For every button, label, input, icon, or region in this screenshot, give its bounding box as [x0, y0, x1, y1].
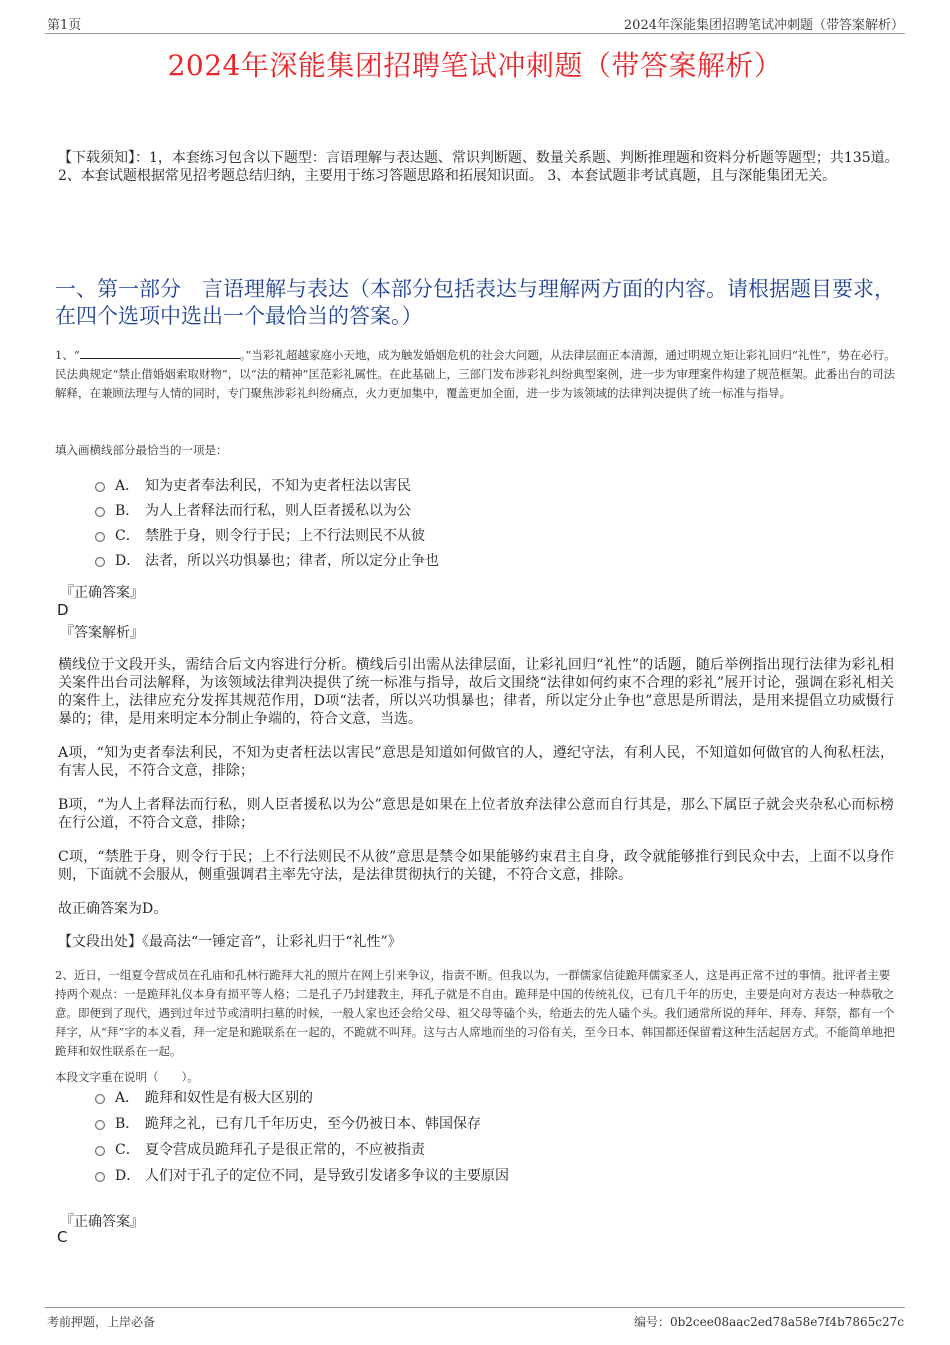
analysis-paragraph: 横线位于文段开头，需结合后文内容进行分析。横线后引出需从法律层面，让彩礼回归“礼性”的话题，随后举例指出现行法律为彩礼相关案件出台司法解释，为该领域法律判决提供了统一标准与指导，故后文围绕“法律如何约束不合理的彩礼”展开讨论，强调在彩礼相关的案件上，法律应充分发挥其规范作用，D项“法者，所以兴功惧暴也；律者，所以定分止争也”意思是所谓法，是用来提倡立功威慑行暴的；律，是用来明定本分制止争端的，符合文意，当选。: [58, 657, 894, 727]
page-number: 第1页: [47, 18, 82, 33]
option-text: 为人上者释法而行私，则人臣者援私以为公: [145, 503, 411, 519]
radio-icon[interactable]: [95, 1146, 105, 1156]
option-letter: C．: [115, 528, 140, 544]
question-1-number: 1、“: [55, 348, 80, 362]
option-letter: A．: [115, 1090, 140, 1106]
footer-slogan: 考前押题，上岸必备: [47, 1315, 156, 1329]
footer-doc-id: 编号：0b2cee08aac2ed78a58e7f4b7865c27c: [633, 1315, 904, 1329]
header-divider: [45, 33, 905, 34]
question-1-text: 。”当彩礼超越家庭小天地，成为触发婚姻危机的社会大问题，从法律层面正本清源，通过明规立矩让彩礼回归“礼性”，势在必行。民法典规定“禁止借婚姻索取财物”，以“法的精神”匡范彩礼属性。在此基础上，三部门发布涉彩礼纠纷典型案例，进一步为审理案件构建了规范框架。此番出台的司法解释，在兼顾法理与人情的同时，专门聚焦涉彩礼纠纷痛点，火力更加集中，覆盖更加全面，进一步为该领域的法律判决提供了统一标准与指导。: [55, 348, 896, 400]
analysis-paragraph: B项，“为人上者释法而行私，则人臣者援私以为公”意思是如果在上位者放弃法律公意而自行其是，那么下属臣子就会夹杂私心而标榜在行公道，不符合文意，排除；: [58, 797, 894, 831]
analysis-paragraph: A项，“知为吏者奉法利民，不知为吏者枉法以害民”意思是知道如何做官的人，遵纪守法，有利人民，不知道如何做官的人徇私枉法，有害人民，不符合文意，排除；: [58, 745, 894, 779]
radio-icon[interactable]: [95, 557, 105, 567]
radio-icon[interactable]: [95, 532, 105, 542]
answer-label: 『正确答案』: [60, 585, 144, 601]
page-title: 2024年深能集团招聘笔试冲刺题（带答案解析）: [167, 49, 783, 82]
radio-icon[interactable]: [95, 507, 105, 517]
option-text: 跪拜之礼，已有几千年历史，至今仍被日本、韩国保存: [145, 1116, 481, 1132]
analysis-label: 『答案解析』: [60, 625, 144, 641]
analysis-conclusion: 故正确答案为D。: [58, 901, 168, 917]
fill-blank-line: [80, 346, 240, 359]
radio-icon[interactable]: [95, 1172, 105, 1182]
section-title: 一、第一部分 言语理解与表达（本部分包括表达与理解两方面的内容。请根据题目要求，在四个选项中选出一个最恰当的答案。）: [55, 277, 895, 328]
header-doc-title: 2024年深能集团招聘笔试冲刺题（带答案解析）: [623, 18, 904, 33]
answer-value: D: [57, 601, 69, 619]
download-notice: 【下载须知】：1，本套练习包含以下题型：言语理解与表达题、常识判断题、数量关系题、判断推理题和资料分析题等题型；共135道。 2、本套试题根据常见招考题总结归纳，主要用于练习答题思路和拓展知识面。 3、本套试题非考试真题，且与深能集团无关。: [58, 150, 899, 184]
question-2-prompt: 本段文字重在说明（ ）。: [55, 1070, 199, 1084]
source-citation: 【文段出处】《最高法“一锤定音”，让彩礼归于“礼性”》: [58, 934, 402, 950]
question-1-stem: [55, 346, 900, 403]
option-letter: C．: [115, 1142, 140, 1158]
option-letter: B．: [115, 1116, 140, 1132]
option-letter: A．: [115, 478, 140, 494]
question-1-prompt: 填入画横线部分最恰当的一项是：: [55, 443, 228, 457]
option-text: 跪拜和奴性是有极大区别的: [145, 1090, 313, 1106]
analysis-paragraph: C项，“禁胜于身，则令行于民；上不行法则民不从彼”意思是禁令如果能够约束君主自身，政令就能够推行到民众中去，上面不以身作则，下面就不会服从，侧重强调君主率先守法，是法律贯彻执行的关键，不符合文意，排除。: [58, 849, 894, 883]
option-text: 知为吏者奉法利民，不知为吏者枉法以害民: [145, 478, 411, 494]
option-text: 禁胜于身，则令行于民；上不行法则民不从彼: [145, 528, 425, 544]
answer-label: 『正确答案』: [60, 1214, 144, 1230]
option-letter: D．: [115, 1168, 141, 1184]
footer-divider: [45, 1307, 905, 1308]
radio-icon[interactable]: [95, 1094, 105, 1104]
option-text: 法者，所以兴功惧暴也；律者，所以定分止争也: [145, 553, 439, 569]
answer-value: C: [57, 1228, 68, 1246]
radio-icon[interactable]: [95, 1120, 105, 1130]
radio-icon[interactable]: [95, 482, 105, 492]
option-letter: D．: [115, 553, 141, 569]
question-2-stem: 2、近日，一组夏令营成员在孔庙和孔林行跪拜大礼的照片在网上引来争议，指责不断。但我以为，一群儒家信徒跪拜儒家圣人，这是再正常不过的事情。批评者主要持两个观点：一是跪拜礼仪本身有损平等人格；二是孔子乃封建教主，拜孔子就是不自由。跪拜是中国的传统礼仪，已有几千年的历史，主要是向对方表达一种恭敬之意。即便到了现代，遇到过年过节或清明扫墓的时候，一般人家也还会给父母、祖父母等磕个头，给逝去的先人磕个头。我们通常所说的拜年、拜寿、拜祭，都有一个拜字，从“拜”字的本义看，拜一定是和跪联系在一起的，不跪就不叫拜。这与古人席地而坐的习俗有关，至今日本、韩国都还保留着这种生活起居方式。不能简单地把跪拜和奴性联系在一起。: [55, 968, 895, 1058]
option-letter: B．: [115, 503, 140, 519]
option-text: 人们对于孔子的定位不同，是导致引发诸多争议的主要原因: [145, 1168, 509, 1184]
option-text: 夏令营成员跪拜孔子是很正常的，不应被指责: [145, 1142, 425, 1158]
